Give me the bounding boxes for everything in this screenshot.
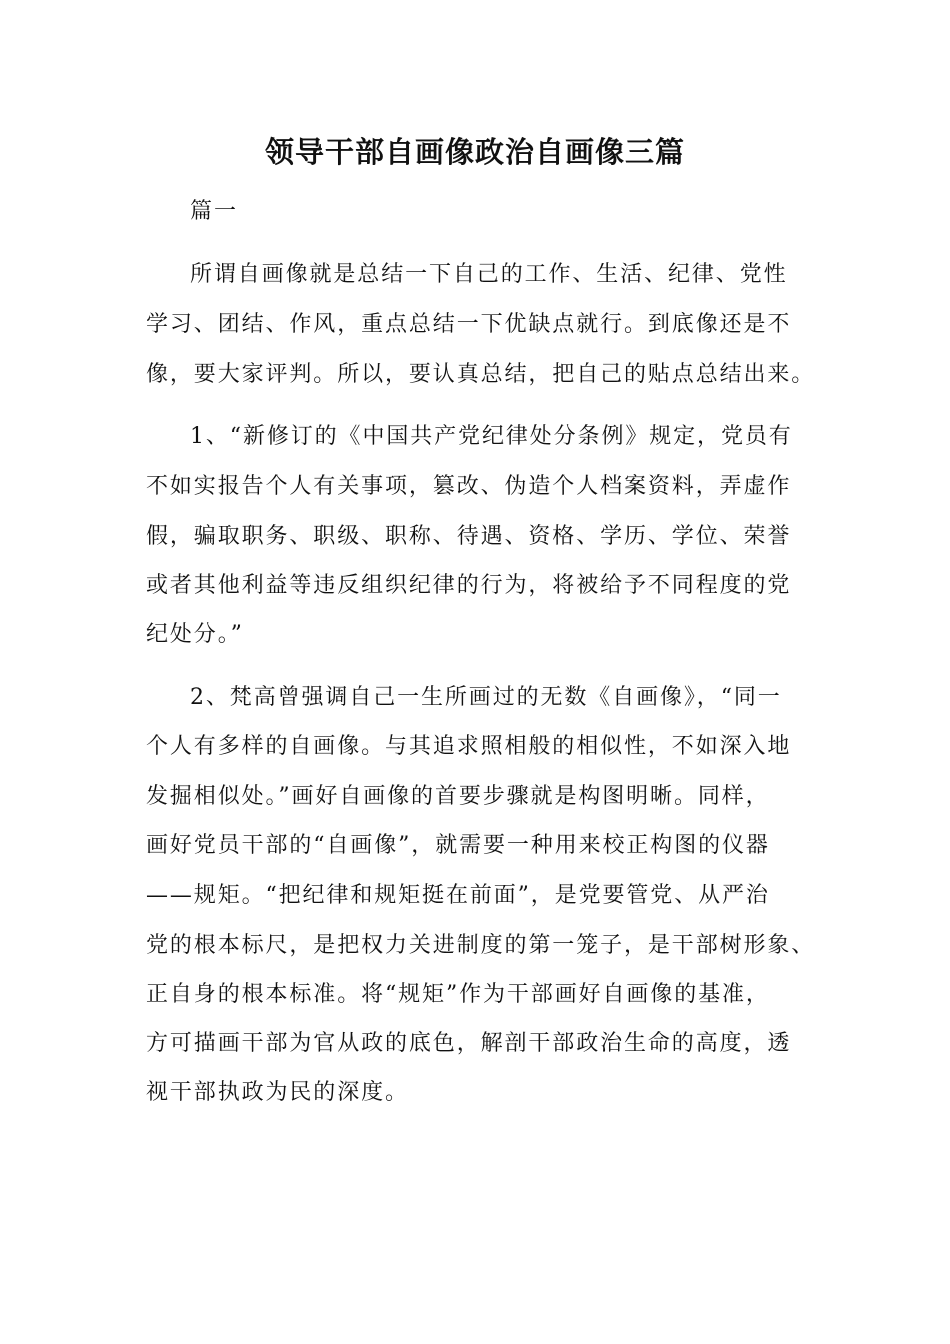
paragraph-line: 正自身的根本标准。将“规矩”作为干部画好自画像的基准， — [146, 982, 770, 1007]
paragraph-line: 视干部执政为民的深度。 — [146, 1080, 409, 1105]
paragraph-line: 1、“新修订的《中国共产党纪律处分条例》规定，党员有 — [190, 424, 793, 449]
paragraph-line: 党的根本标尺，是把权力关进制度的第一笼子，是干部树形象、 — [146, 933, 816, 958]
paragraph-line: 所谓自画像就是总结一下自己的工作、生活、纪律、党性 — [190, 262, 788, 287]
paragraph-line: 像，要大家评判。所以，要认真总结，把自己的贴点总结出来。 — [146, 362, 816, 387]
paragraph-line: ——规矩。“把纪律和规矩挺在前面”，是党要管党、从严治 — [146, 883, 770, 908]
paragraph-line: 假，骗取职务、职级、职称、待遇、资格、学历、学位、荣誉 — [146, 524, 792, 549]
paragraph-line: 或者其他利益等违反组织纪律的行为，将被给予不同程度的党 — [146, 573, 792, 598]
paragraph-line: 个人有多样的自画像。与其追求照相般的相似性，不如深入地 — [146, 734, 792, 759]
document-title: 领导干部自画像政治自画像三篇 — [264, 135, 685, 169]
paragraph-line: 不如实报告个人有关事项，篡改、伪造个人档案资料，弄虚作 — [146, 474, 792, 499]
paragraph-line: 纪处分。” — [146, 622, 244, 647]
paragraph-line: 学习、团结、作风，重点总结一下优缺点就行。到底像还是不 — [146, 312, 792, 337]
paragraph-line: 画好党员干部的“自画像”，就需要一种用来校正构图的仪器 — [146, 833, 770, 858]
paragraph-line: 方可描画干部为官从政的底色，解剖干部政治生命的高度，透 — [146, 1031, 792, 1056]
paragraph-line: 发掘相似处。”画好自画像的首要步骤就是构图明晰。同样， — [146, 784, 770, 809]
section-label: 篇一 — [190, 199, 239, 224]
paragraph-line: 2、梵高曾强调自己一生所画过的无数《自画像》，“同一 — [190, 685, 782, 710]
